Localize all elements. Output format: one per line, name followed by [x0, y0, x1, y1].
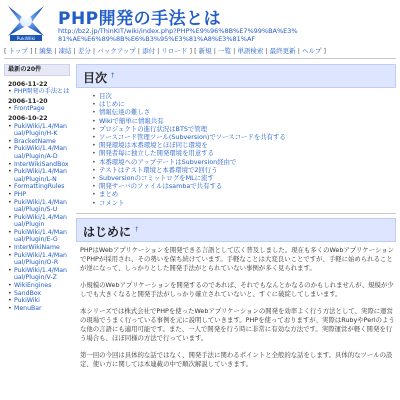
nav-separator: |	[231, 47, 238, 55]
toc-item[interactable]: • SubversionのコミットログをMLに流す	[92, 174, 396, 182]
nav-link-2-3[interactable]: 最終更新	[269, 47, 296, 55]
sidebar-heading: 最新の20件	[4, 64, 70, 76]
nav-separator: |	[295, 47, 302, 55]
toc-heading-text: 目次	[83, 71, 108, 85]
toc-item[interactable]: • 本番環境へのアップデートはSubversion経由で	[92, 158, 396, 166]
nav-link-2-4[interactable]: ヘルプ	[301, 47, 322, 55]
sidebar-page-link[interactable]: • PukiWiki/1.4/Manual/Plugin/H-K	[8, 123, 70, 138]
sidebar-page-link[interactable]: • PukiWiki/1.4/Manual/Plugin/L-N	[8, 168, 70, 183]
main-content	[76, 64, 396, 400]
paragraph: 小規模のWebアプリケーションを開発するのであれば、それでもなんとかなるのかもしれませんが、規模が少しでも大きくなると開発手法がしっかり確立されていないと、すぐに破綻してしまいます。	[80, 280, 394, 298]
toc-item[interactable]: • 開発サーバのファイルはsambaで共有する	[92, 182, 396, 190]
nav-link-2-2[interactable]: 単語検索	[237, 47, 264, 55]
sidebar-recent-changes	[4, 64, 70, 400]
nav-link-1-5[interactable]: リロード	[161, 47, 188, 55]
sidebar-page-link[interactable]: • MenuBar	[8, 305, 70, 313]
sidebar-page-link[interactable]: • PukiWiki/1.4/Manual/Plugin	[8, 214, 70, 229]
sidebar-page-link[interactable]: • PukiWiki/1.4/Manual/Plugin/A-D	[8, 145, 70, 160]
toc-item[interactable]: • 目次	[92, 92, 396, 100]
sidebar-page-link[interactable]: • InterWikiSandBox	[8, 161, 70, 169]
sidebar-page-link[interactable]: • InterWikiName	[8, 244, 70, 252]
toc-item[interactable]: • Wikiで簡単に情報共有	[92, 117, 396, 125]
nav-bracket: [	[194, 47, 199, 55]
sidebar-date: 2006-11-20	[8, 97, 48, 105]
nav-link-2-0[interactable]: 新規	[198, 47, 212, 55]
nav-separator: |	[211, 47, 218, 55]
nav-separator: |	[90, 47, 98, 55]
top-nav-menu	[4, 46, 398, 56]
toc-item[interactable]: • 開発環境は本番環境とほぼ同じ環境を	[92, 141, 396, 149]
section-heading	[76, 218, 396, 242]
sidebar-date: 2006-11-22	[8, 80, 48, 88]
svg-text:PukiWiki: PukiWiki	[16, 37, 36, 42]
sidebar-page-link[interactable]: • PukiWiki/1.4/Manual/Plugin/O-R	[8, 252, 70, 267]
toc-heading	[76, 64, 396, 88]
nav-separator: |	[135, 47, 143, 55]
sidebar-page-link[interactable]: • BracketName	[8, 138, 70, 146]
section-anchor-link[interactable]: †	[135, 225, 139, 233]
sidebar-page-link[interactable]: • PukiWiki/1.4/Manual/Plugin/E-G	[8, 229, 70, 244]
nav-link-1-0[interactable]: 編集	[39, 47, 53, 55]
nav-bracket: [	[4, 47, 9, 55]
nav-link-1-1[interactable]: 凍結	[58, 47, 72, 55]
page-url-link[interactable]: http://bz2.jp/ThinKIT/wiki/index.php?PHP%E9%96%8B%E7%99%BA%E3%81%AE%E6%89%8B%E6%B3%95%E3%81%A8%E3%81%AF	[58, 27, 298, 43]
sidebar-page-link[interactable]: • PukiWiki/1.4/Manual/Plugin/S-U	[8, 199, 70, 214]
nav-link-1-4[interactable]: 添付	[142, 47, 156, 55]
sidebar-page-link[interactable]: • PHP	[8, 191, 70, 199]
nav-separator: |	[71, 47, 78, 55]
toc-item[interactable]: • はじめに	[92, 100, 396, 108]
sidebar-page-link[interactable]: • PukiWiki	[8, 297, 70, 305]
sidebar-page-link[interactable]: • FrontPage	[8, 105, 70, 113]
section-body	[76, 246, 396, 369]
paragraph: PHPはWebアプリケーションを開発できる言語として広く普及しました。現在も多くのWebアプリケーションでPHPが採用され、その勢いを保ち続けています。手軽なことは大変良いことですが、手軽に始められることが逆になって、しっかりとした開発手法がとられていない事例が多く見られます。	[80, 245, 394, 272]
nav-separator: |	[52, 47, 59, 55]
toc-item[interactable]: • まとめ	[92, 190, 396, 198]
toc-item[interactable]: • ソースコード管理ツール(Subversion)でソースコードを共有する	[92, 133, 396, 141]
toc-item[interactable]: • テストはテスト環境と本番環境で2回行う	[92, 166, 396, 174]
site-header	[0, 0, 400, 44]
sidebar-page-link[interactable]: • WikiEngines	[8, 282, 70, 290]
nav-link-1-2[interactable]: 差分	[77, 47, 91, 55]
toc-list	[92, 92, 396, 207]
toc-item[interactable]: • コメント	[92, 199, 396, 207]
paragraph: 本シリーズでは株式会社でPHPを使ったWebアプリケーションの開発を効率よく行う方法として、実際に運営の現場でうまく行っている事例を元に説明していきます。PHPを使っておりますが、実際はRubyやPerlのような他の言語にも適用可能です。また、一人で開発を行う時に非常に有効な方法です。実際運営が軽く開発を行う場合も、ほぼ同様の方法で行っています。	[80, 306, 395, 342]
nav-bracket: ]	[27, 47, 35, 55]
sidebar-page-link[interactable]: • PukiWiki/1.4/Manual/Plugin/V-Z	[8, 267, 70, 282]
sidebar-date: 2006-10-22	[8, 114, 48, 122]
nav-bracket: ]	[321, 47, 327, 55]
nav-bracket: [	[34, 47, 40, 55]
nav-bracket: ]	[187, 47, 195, 55]
toc-divider	[76, 213, 396, 214]
toc-item[interactable]: • プロジェクトの進行状況はBTSで管理	[92, 125, 396, 133]
toc-item[interactable]: • 情報伝達の難しさ	[92, 108, 396, 116]
nav-link-2-1[interactable]: 一覧	[218, 47, 231, 55]
toc-anchor-link[interactable]: †	[111, 72, 115, 79]
page-title: PHP開発の手法とは	[58, 9, 222, 29]
section-heading-text: はじめに	[83, 224, 132, 239]
nav-link-1-3[interactable]: バックアップ	[97, 47, 136, 55]
toc-item[interactable]: • 開発者毎に独立した開発環境を用意する	[92, 149, 396, 157]
header-divider	[4, 58, 396, 59]
nav-link-0-0[interactable]: トップ	[8, 47, 28, 55]
nav-separator: |	[263, 47, 270, 55]
sidebar-page-link[interactable]: • PHP開発の手法とは	[8, 88, 70, 96]
paragraph: 第一回の今回は具体的な話ではなく、開発手法に関わるポイントと全般的な話をします。具体的なツールの設定、使い方に関しては本連載の中で順次解説していきます。	[80, 350, 393, 368]
sidebar-groups	[4, 81, 70, 313]
sidebar-page-link[interactable]: • SandBox	[8, 290, 70, 298]
sidebar-page-link[interactable]: • FormattingRules	[8, 183, 70, 191]
nav-separator: |	[155, 47, 162, 55]
pukiwiki-logo[interactable]	[4, 2, 48, 42]
